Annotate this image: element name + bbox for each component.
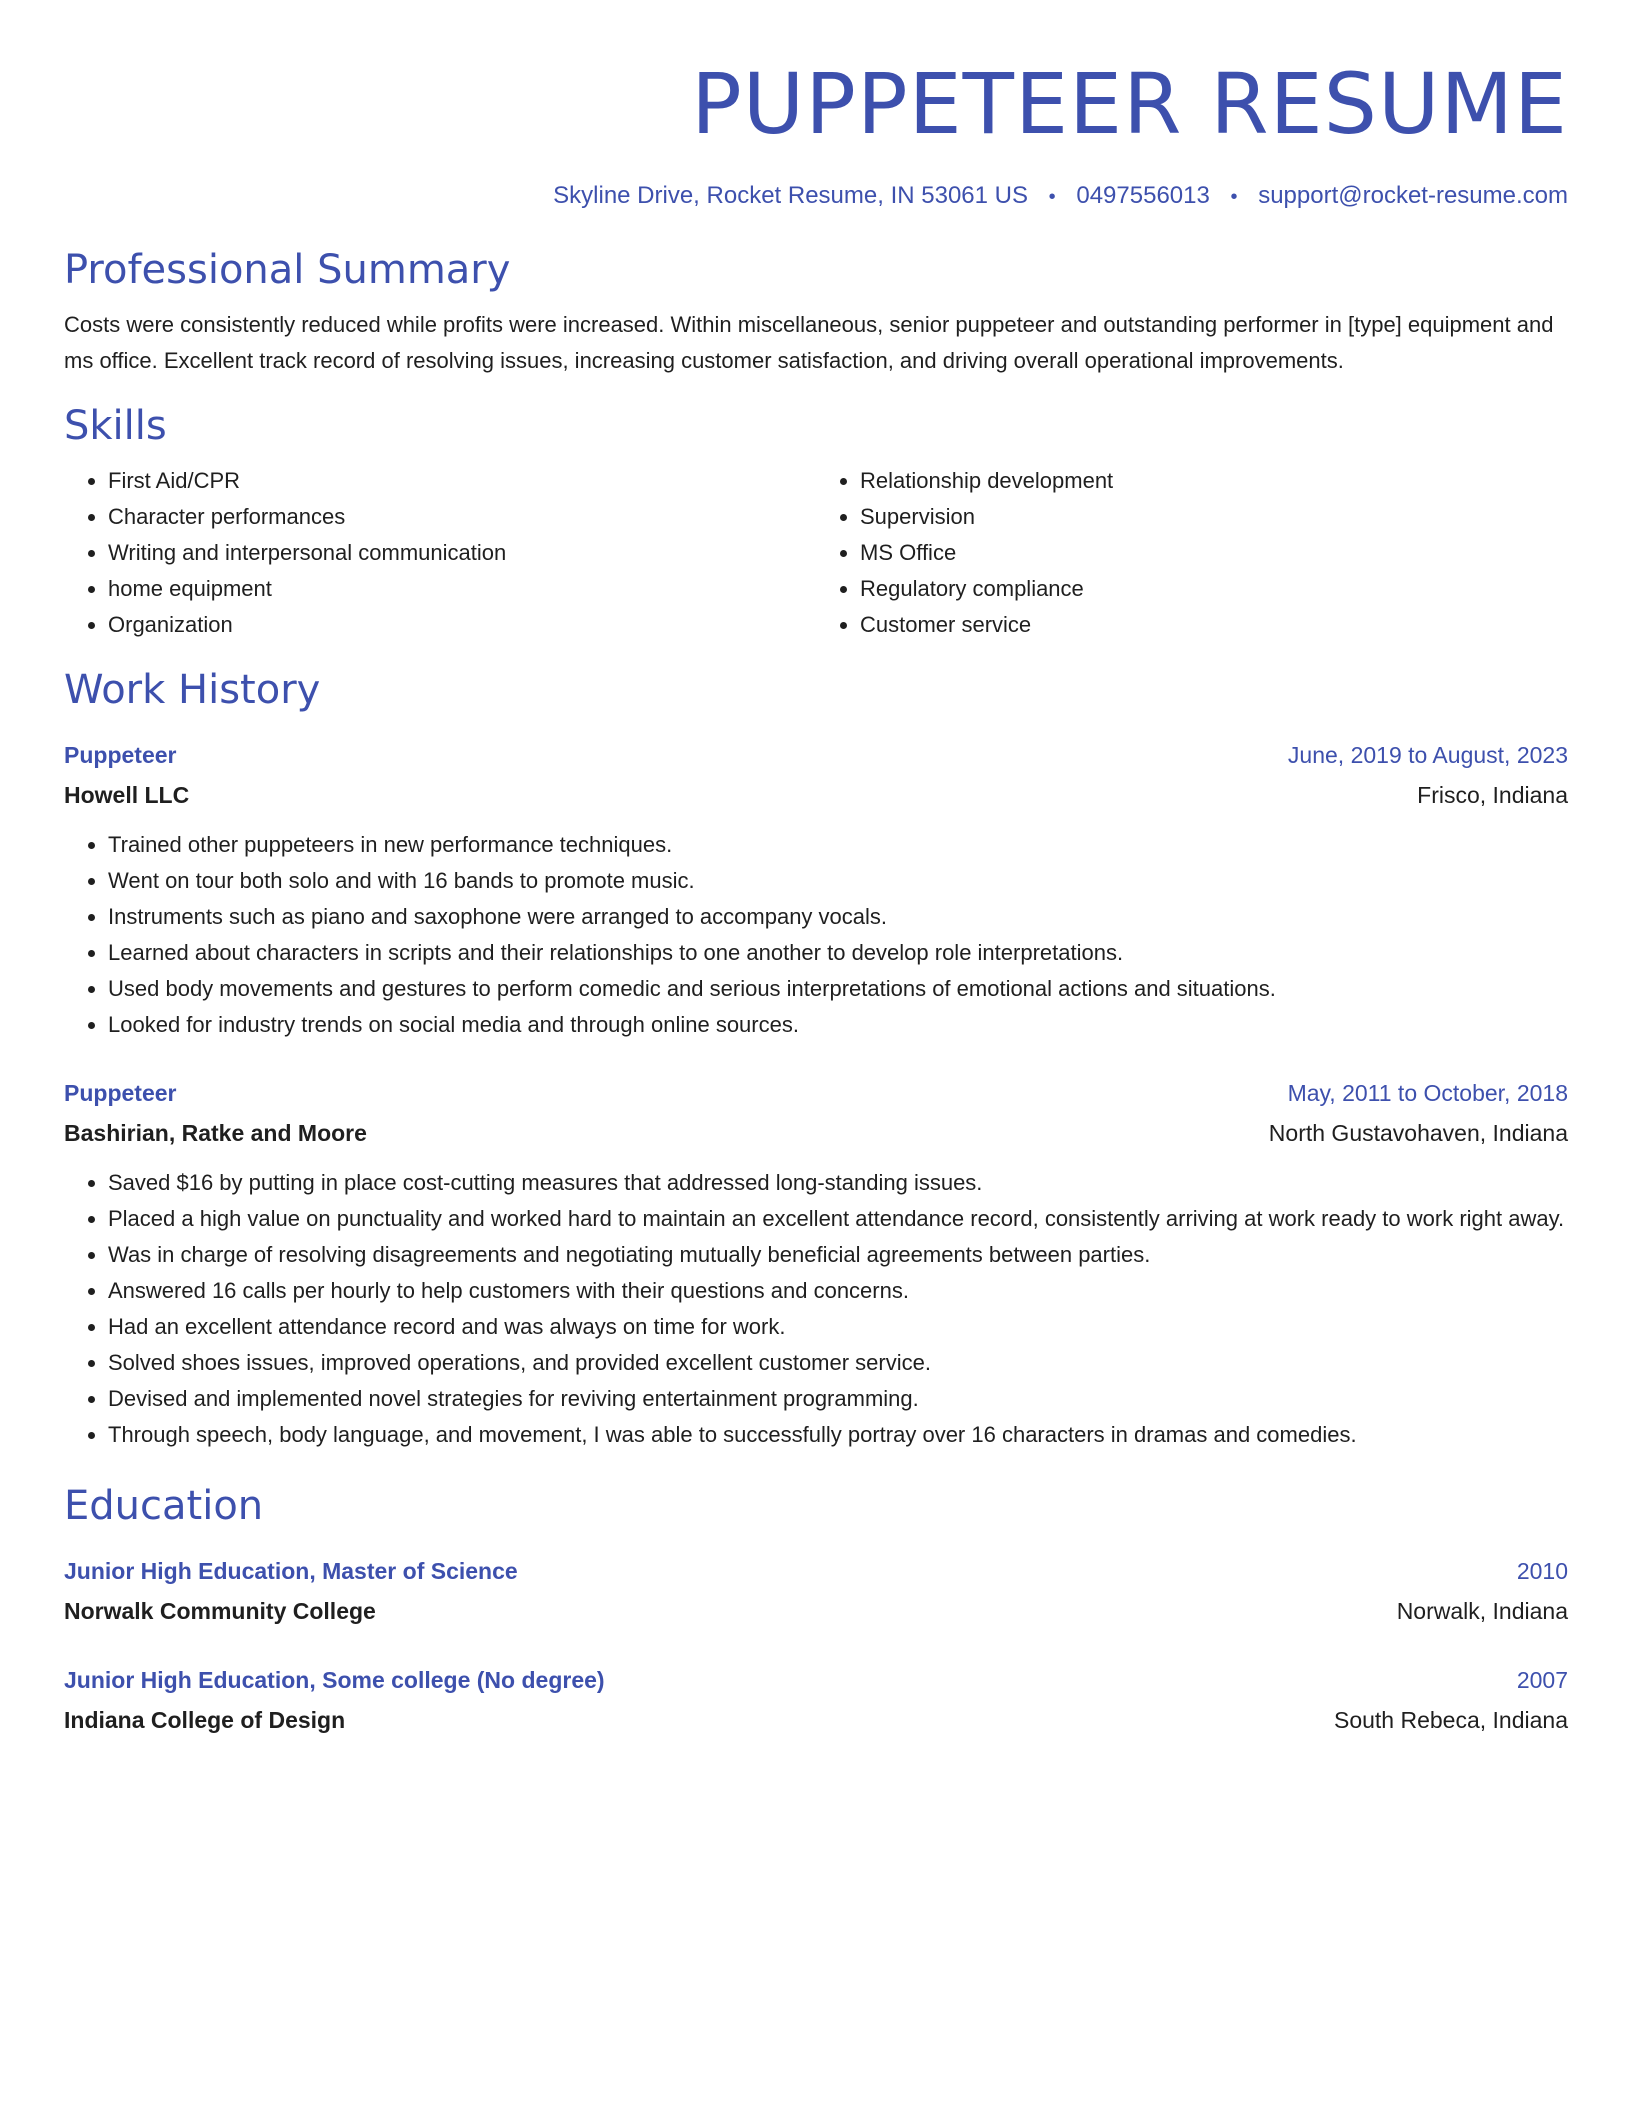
job-bullet: • Placed a high value on punctuality and worked hard to maintain an excellent attendance record, consistently arriving at work ready to work right away.	[108, 1201, 1568, 1237]
resume-header	[64, 0, 1568, 213]
education-school-row	[64, 1700, 1568, 1740]
resume-name: PUPPETEER RESUME	[691, 55, 1568, 153]
job-location: North Gustavohaven, Indiana	[1268, 1120, 1568, 1146]
skill-item: • First Aid/CPR	[108, 463, 816, 499]
contact-line	[64, 180, 1568, 213]
education-entry	[64, 1660, 1568, 1740]
job-location: Frisco, Indiana	[1417, 782, 1568, 808]
job-company: Howell LLC	[64, 782, 190, 808]
skills-column-right	[816, 463, 1568, 643]
job-bullet: • Looked for industry trends on social media and through online sources.	[108, 1007, 1568, 1043]
skill-item: • home equipment	[108, 571, 816, 607]
education-entry	[64, 1551, 1568, 1631]
work-history-heading: Work History	[64, 667, 321, 713]
contact-phone: 0497556013	[1076, 182, 1210, 209]
job-bullet: • Instruments such as piano and saxophone were arranged to accompany vocals.	[108, 899, 1568, 935]
education-school: Indiana College of Design	[64, 1707, 346, 1733]
education-degree-row	[64, 1551, 1568, 1591]
job-bullet: • Trained other puppeteers in new performance techniques.	[108, 827, 1568, 863]
job-entry	[64, 1073, 1568, 1453]
education-school: Norwalk Community College	[64, 1598, 376, 1624]
education-school-row	[64, 1591, 1568, 1631]
education-degree: Junior High Education, Some college (No degree)	[64, 1667, 605, 1693]
education-heading: Education	[64, 1483, 264, 1529]
education-year: 2010	[1516, 1558, 1568, 1584]
contact-separator: •	[1230, 186, 1238, 208]
job-company-row	[64, 1113, 1568, 1153]
skill-item: • Regulatory compliance	[860, 571, 1568, 607]
job-bullet: • Was in charge of resolving disagreements and negotiating mutually beneficial agreements between parties.	[108, 1237, 1568, 1273]
education-year: 2007	[1516, 1667, 1568, 1693]
education-degree-row	[64, 1660, 1568, 1700]
job-bullet: • Learned about characters in scripts and their relationships to one another to develop role interpretations.	[108, 935, 1568, 971]
job-entry	[64, 735, 1568, 1043]
job-bullet: • Through speech, body language, and movement, I was able to successfully portray over 16 characters in dramas and comedies.	[108, 1417, 1568, 1453]
summary-text: Costs were consistently reduced while profits were increased. Within miscellaneous, senior puppeteer and outstanding performer in [type] equipment and ms office. Excellent track record of resolving issues, increasing customer satisfaction, and driving overall operational improvements.	[64, 312, 1554, 373]
contact-address: Skyline Drive, Rocket Resume, IN 53061 US	[553, 182, 1028, 209]
education-location: South Rebeca, Indiana	[1333, 1707, 1568, 1733]
job-bullet: • Used body movements and gestures to perform comedic and serious interpretations of emotional actions and situations.	[108, 971, 1568, 1007]
job-bullet: • Devised and implemented novel strategies for reviving entertainment programming.	[108, 1381, 1568, 1417]
skills-list	[64, 463, 1568, 643]
job-bullets	[64, 827, 1568, 1043]
job-bullets	[64, 1165, 1568, 1453]
skills-heading: Skills	[64, 403, 167, 449]
job-bullet: • Solved shoes issues, improved operations, and provided excellent customer service.	[108, 1345, 1568, 1381]
job-company-row	[64, 775, 1568, 815]
job-bullet: • Had an excellent attendance record and was always on time for work.	[108, 1309, 1568, 1345]
job-bullet: • Saved $16 by putting in place cost-cutting measures that addressed long-standing issues.	[108, 1165, 1568, 1201]
job-bullet: • Went on tour both solo and with 16 bands to promote music.	[108, 863, 1568, 899]
skill-item: • Writing and interpersonal communication	[108, 535, 816, 571]
skill-item: • Relationship development	[860, 463, 1568, 499]
skill-item: • Character performances	[108, 499, 816, 535]
education-location: Norwalk, Indiana	[1396, 1598, 1568, 1624]
job-dates: May, 2011 to October, 2018	[1287, 1080, 1568, 1106]
skills-column-left	[64, 463, 816, 643]
skill-item: • MS Office	[860, 535, 1568, 571]
job-role-row	[64, 1073, 1568, 1113]
summary-heading: Professional Summary	[64, 247, 511, 293]
contact-separator: •	[1048, 186, 1056, 208]
skill-item: • Customer service	[860, 607, 1568, 643]
job-role: Puppeteer	[64, 1080, 177, 1106]
job-role: Puppeteer	[64, 742, 177, 768]
job-role-row	[64, 735, 1568, 775]
education-degree: Junior High Education, Master of Science	[64, 1558, 518, 1584]
contact-email[interactable]: support@rocket-resume.com	[1258, 182, 1568, 209]
skill-item: • Organization	[108, 607, 816, 643]
job-bullet: • Answered 16 calls per hourly to help customers with their questions and concerns.	[108, 1273, 1568, 1309]
skill-item: • Supervision	[860, 499, 1568, 535]
job-company: Bashirian, Ratke and Moore	[64, 1120, 367, 1146]
job-dates: June, 2019 to August, 2023	[1287, 742, 1568, 768]
